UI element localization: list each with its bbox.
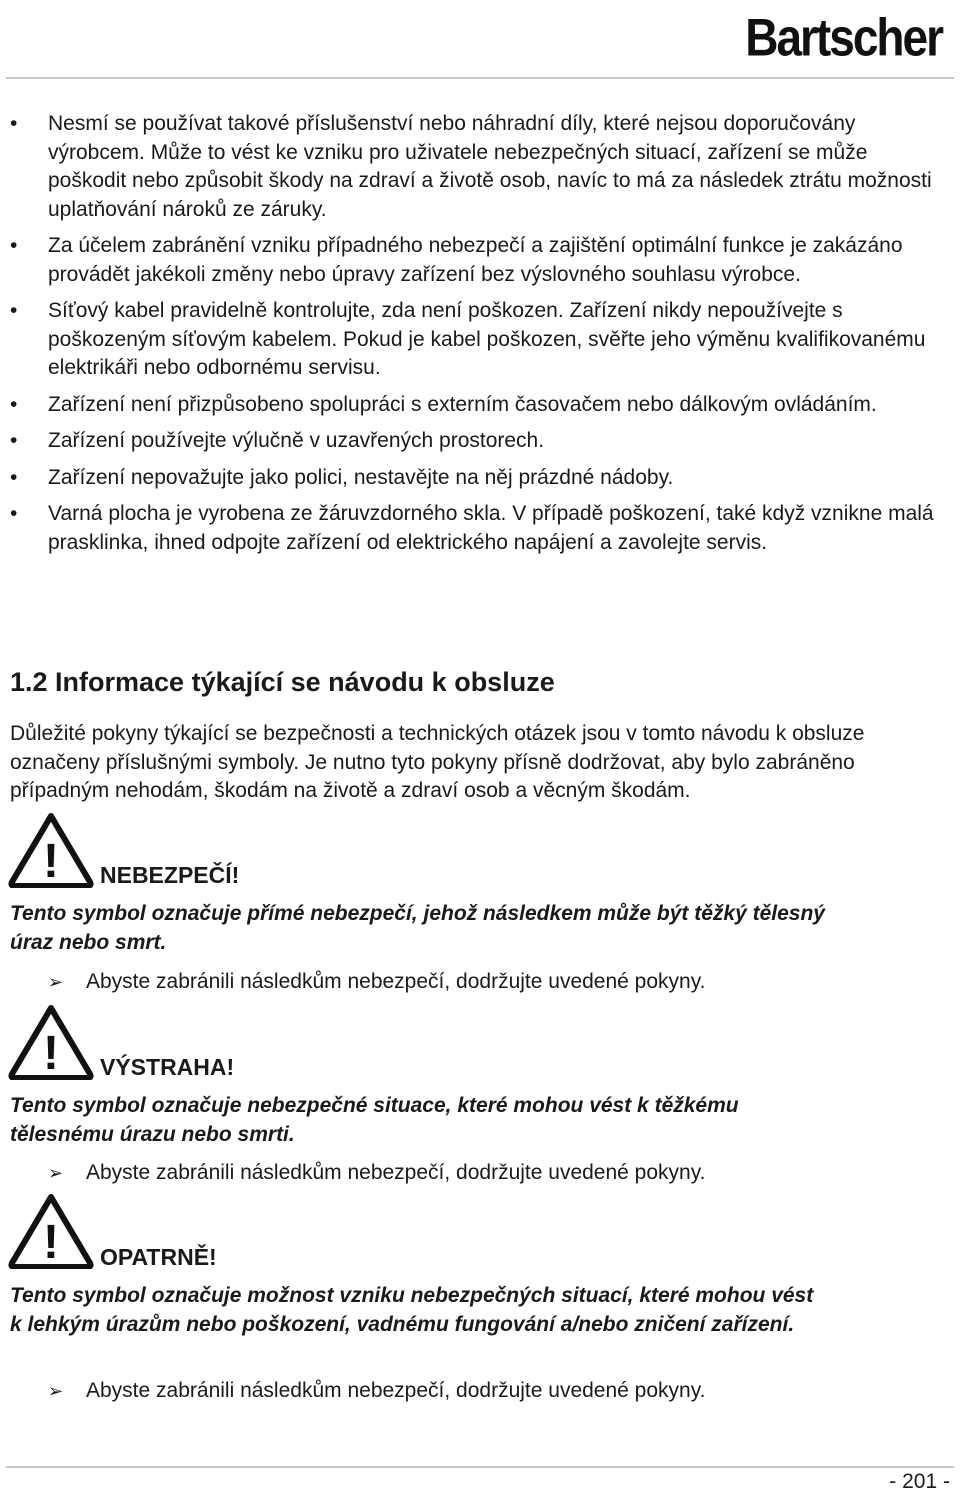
header-divider [6, 77, 954, 79]
warning-description: Tento symbol označuje nebezpečné situace, které mohou vést k těžkému tělesnému úrazu nebo smrti. [10, 1094, 739, 1146]
caution-label: OPATRNĚ! [100, 1244, 217, 1270]
list-item [0, 500, 960, 557]
danger-instruction [48, 968, 706, 996]
caution-instruction [48, 1377, 706, 1405]
bullet-icon: • [10, 234, 18, 257]
safety-bullet-list [0, 110, 960, 565]
danger-label: NEBEZPEČÍ! [100, 862, 240, 888]
footer-divider [6, 1466, 954, 1468]
bullet-text: Za účelem zabránění vzniku případného nebezpečí a zajištění optimální funkce je zakázáno provádět jakékoli změny nebo úpravy zařízení bez výslovného souhlasu výrobce. [48, 234, 903, 286]
bullet-icon: • [10, 392, 18, 416]
bartscher-logo: Bartscher [745, 7, 942, 67]
warning-label: VÝSTRAHA! [100, 1054, 235, 1080]
warning-triangle-icon [8, 812, 94, 888]
list-item [0, 391, 960, 420]
bullet-text: Zařízení není přizpůsobeno spolupráci s externím časovačem nebo dálkovým ovládáním. [48, 392, 877, 416]
list-item [0, 110, 960, 224]
bullet-icon: • [10, 502, 18, 525]
arrow-bullet-icon: ➢ [48, 1163, 64, 1183]
bullet-icon: • [10, 299, 18, 322]
section-heading: 1.2 Informace týkající se návodu k obsluze [10, 667, 555, 697]
list-item [0, 464, 960, 493]
list-item [0, 427, 960, 456]
list-item [0, 297, 960, 383]
warning-glyph: ! [43, 1216, 59, 1269]
arrow-bullet-icon: ➢ [48, 1381, 64, 1401]
instruction-text: Abyste zabránili následkům nebezpečí, dodržujte uvedené pokyny. [86, 970, 706, 993]
list-item [0, 232, 960, 289]
bullet-text: Nesmí se používat takové příslušenství nebo náhradní díly, které nejsou doporučovány výrobcem. Může to vést ke vzniku pro uživatele nebezpečných situací, zařízení se může poškodit nebo způsobit škody na zdraví a životě osob, navíc to má za následek ztrátu možnosti uplatňování nároků ze záruky. [48, 112, 932, 221]
bullet-text: Zařízení nepovažujte jako polici, nestavějte na něj prázdné nádoby. [48, 465, 674, 489]
bullet-icon: • [10, 465, 18, 489]
bullet-text: Zařízení používejte výlučně v uzavřených prostorech. [48, 429, 545, 452]
instruction-text: Abyste zabránili následkům nebezpečí, dodržujte uvedené pokyny. [86, 1161, 706, 1184]
warning-triangle-icon [8, 1193, 94, 1269]
section-intro: Důležité pokyny týkající se bezpečnosti a technických otázek jsou v tomto návodu k obsluze označeny příslušnými symboly. Je nutno tyto pokyny přísně dodržovat, aby bylo zabráněno případným nehodám, škodám na životě a zdraví osob a věcným škodám. [10, 722, 865, 802]
danger-description: Tento symbol označuje přímé nebezpečí, jehož následkem může být těžký tělesný úraz nebo smrt. [10, 902, 825, 954]
bullet-icon: • [10, 112, 18, 135]
warning-glyph: ! [43, 1027, 59, 1080]
bullet-icon: • [10, 429, 18, 452]
caution-description: Tento symbol označuje možnost vzniku nebezpečných situací, které mohou vést k lehkým úrazům nebo poškození, vadnému fungování a/nebo zničení zařízení. [10, 1284, 814, 1336]
bullet-text: Síťový kabel pravidelně kontrolujte, zda není poškozen. Zařízení nikdy nepoužívejte s poškozeným síťovým kabelem. Pokud je kabel poškozen, svěřte jeho výměnu kvalifikovanému elektrikáři nebo odbornému servisu. [48, 299, 926, 379]
warning-triangle-icon [8, 1004, 94, 1080]
warning-glyph: ! [43, 835, 59, 888]
arrow-bullet-icon: ➢ [48, 972, 64, 992]
instruction-text: Abyste zabránili následkům nebezpečí, dodržujte uvedené pokyny. [86, 1379, 706, 1402]
warning-instruction [48, 1159, 706, 1187]
bullet-text: Varná plocha je vyrobena ze žáruvzdorného skla. V případě poškození, také když vznikne malá prasklinka, ihned odpojte zařízení od elektrického napájení a zavolejte servis. [48, 502, 934, 554]
page-number: - 201 - [889, 1470, 950, 1493]
